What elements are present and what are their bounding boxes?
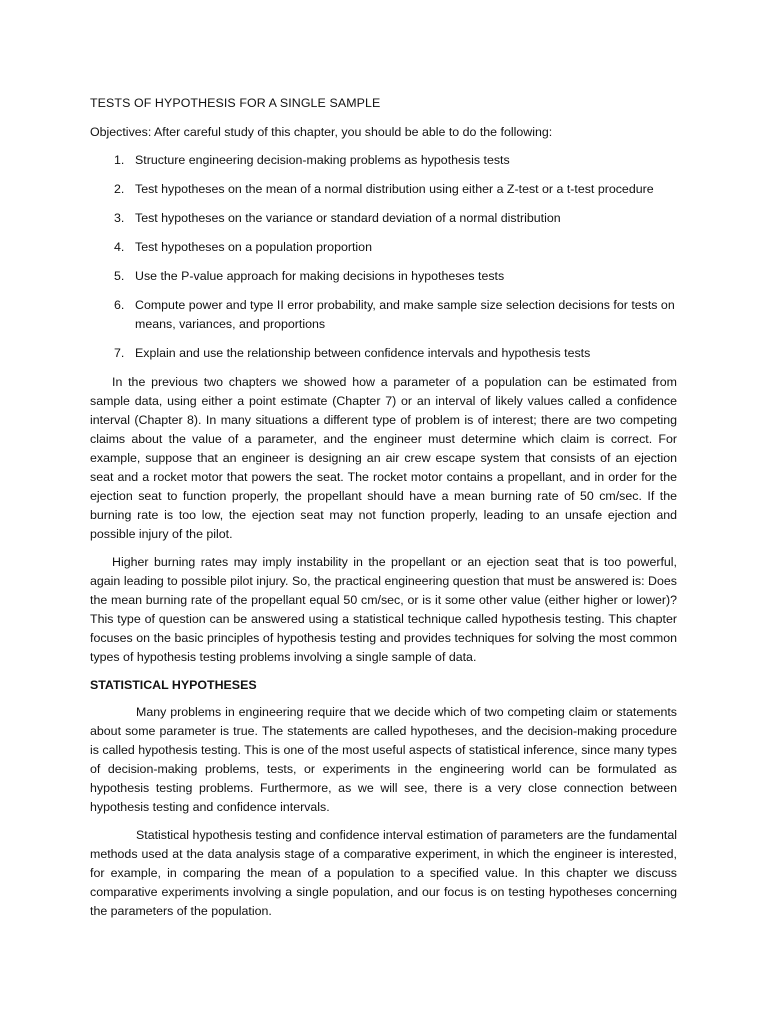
objective-number: 1. xyxy=(114,153,125,167)
objective-number: 7. xyxy=(114,346,125,360)
document-title: TESTS OF HYPOTHESIS FOR A SINGLE SAMPLE xyxy=(90,96,381,110)
objective-number: 5. xyxy=(114,269,125,283)
document-page xyxy=(90,94,677,930)
objective-number: 3. xyxy=(114,211,125,225)
objective-item xyxy=(90,151,677,170)
objective-text: Compute power and type II error probability, and make sample size selection decisions for tests on means, variances, and proportions xyxy=(135,298,675,331)
objective-text: Test hypotheses on a population proportion xyxy=(135,240,372,254)
objective-number: 4. xyxy=(114,240,125,254)
objective-item xyxy=(90,344,677,363)
section-heading: STATISTICAL HYPOTHESES xyxy=(90,678,257,692)
objective-number: 2. xyxy=(114,182,125,196)
objectives-intro: Objectives: After careful study of this chapter, you should be able to do the following: xyxy=(90,125,553,139)
objective-text: Test hypotheses on the variance or standard deviation of a normal distribution xyxy=(135,211,561,225)
objective-text: Structure engineering decision-making problems as hypothesis tests xyxy=(135,153,510,167)
objective-number: 6. xyxy=(114,298,125,312)
objective-item xyxy=(90,238,677,257)
objective-item xyxy=(90,267,677,286)
paragraph-burning-rates: Higher burning rates may imply instability in the propellant or an ejection seat that is too powerful, again leading to possible pilot injury. So, the practical engineering question that must be answered is: Does the mean burning rate of the propellant equal 50 cm/sec, or is it some other value (either higher or lower)? This type of question can be answered using a statistical technique called hypothesis testing. This chapter focuses on the basic principles of hypothesis testing and provides techniques for solving the most common types of hypothesis testing problems involving a single sample of data. xyxy=(90,555,677,664)
objectives-list xyxy=(90,151,677,363)
objective-item xyxy=(90,180,677,199)
paragraph-ejection-seat: In the previous two chapters we showed how a parameter of a population can be estimated from sample data, using either a point estimate (Chapter 7) or an interval of likely values called a confidence interval (Chapter 8). In many situations a different type of problem is of interest; there are two competing claims about the value of a parameter, and the engineer must determine which claim is correct. For example, suppose that an engineer is designing an air crew escape system that consists of an ejection seat and a rocket motor that powers the seat. The rocket motor contains a propellant, and in order for the ejection seat to function properly, the propellant should have a mean burning rate of 50 cm/sec. If the burning rate is too low, the ejection seat may not function properly, leading to an unsafe ejection and possible injury of the pilot. xyxy=(90,375,677,541)
paragraph-hypotheses-definition: Many problems in engineering require that we decide which of two competing claim or statements about some parameter is true. The statements are called hypotheses, and the decision-making procedure is called hypothesis testing. This is one of the most useful aspects of statistical inference, since many types of decision-making problems, tests, or experiments in the engineering world can be formulated as hypothesis testing problems. Furthermore, as we will see, there is a very close connection between hypothesis testing and confidence intervals. xyxy=(90,705,677,814)
objective-text: Use the P-value approach for making decisions in hypotheses tests xyxy=(135,269,505,283)
objective-text: Explain and use the relationship between confidence intervals and hypothesis tests xyxy=(135,346,591,360)
objective-item xyxy=(90,209,677,228)
paragraph-comparative-experiments: Statistical hypothesis testing and confidence interval estimation of parameters are the fundamental methods used at the data analysis stage of a comparative experiment, in which the engineer is interested, for example, in comparing the mean of a population to a specified value. In this chapter we discuss comparative experiments involving a single population, and our focus is on testing hypotheses concerning the parameters of the population. xyxy=(90,828,677,918)
objective-text: Test hypotheses on the mean of a normal distribution using either a Z-test or a t-test procedure xyxy=(135,182,654,196)
objective-item xyxy=(90,296,677,334)
